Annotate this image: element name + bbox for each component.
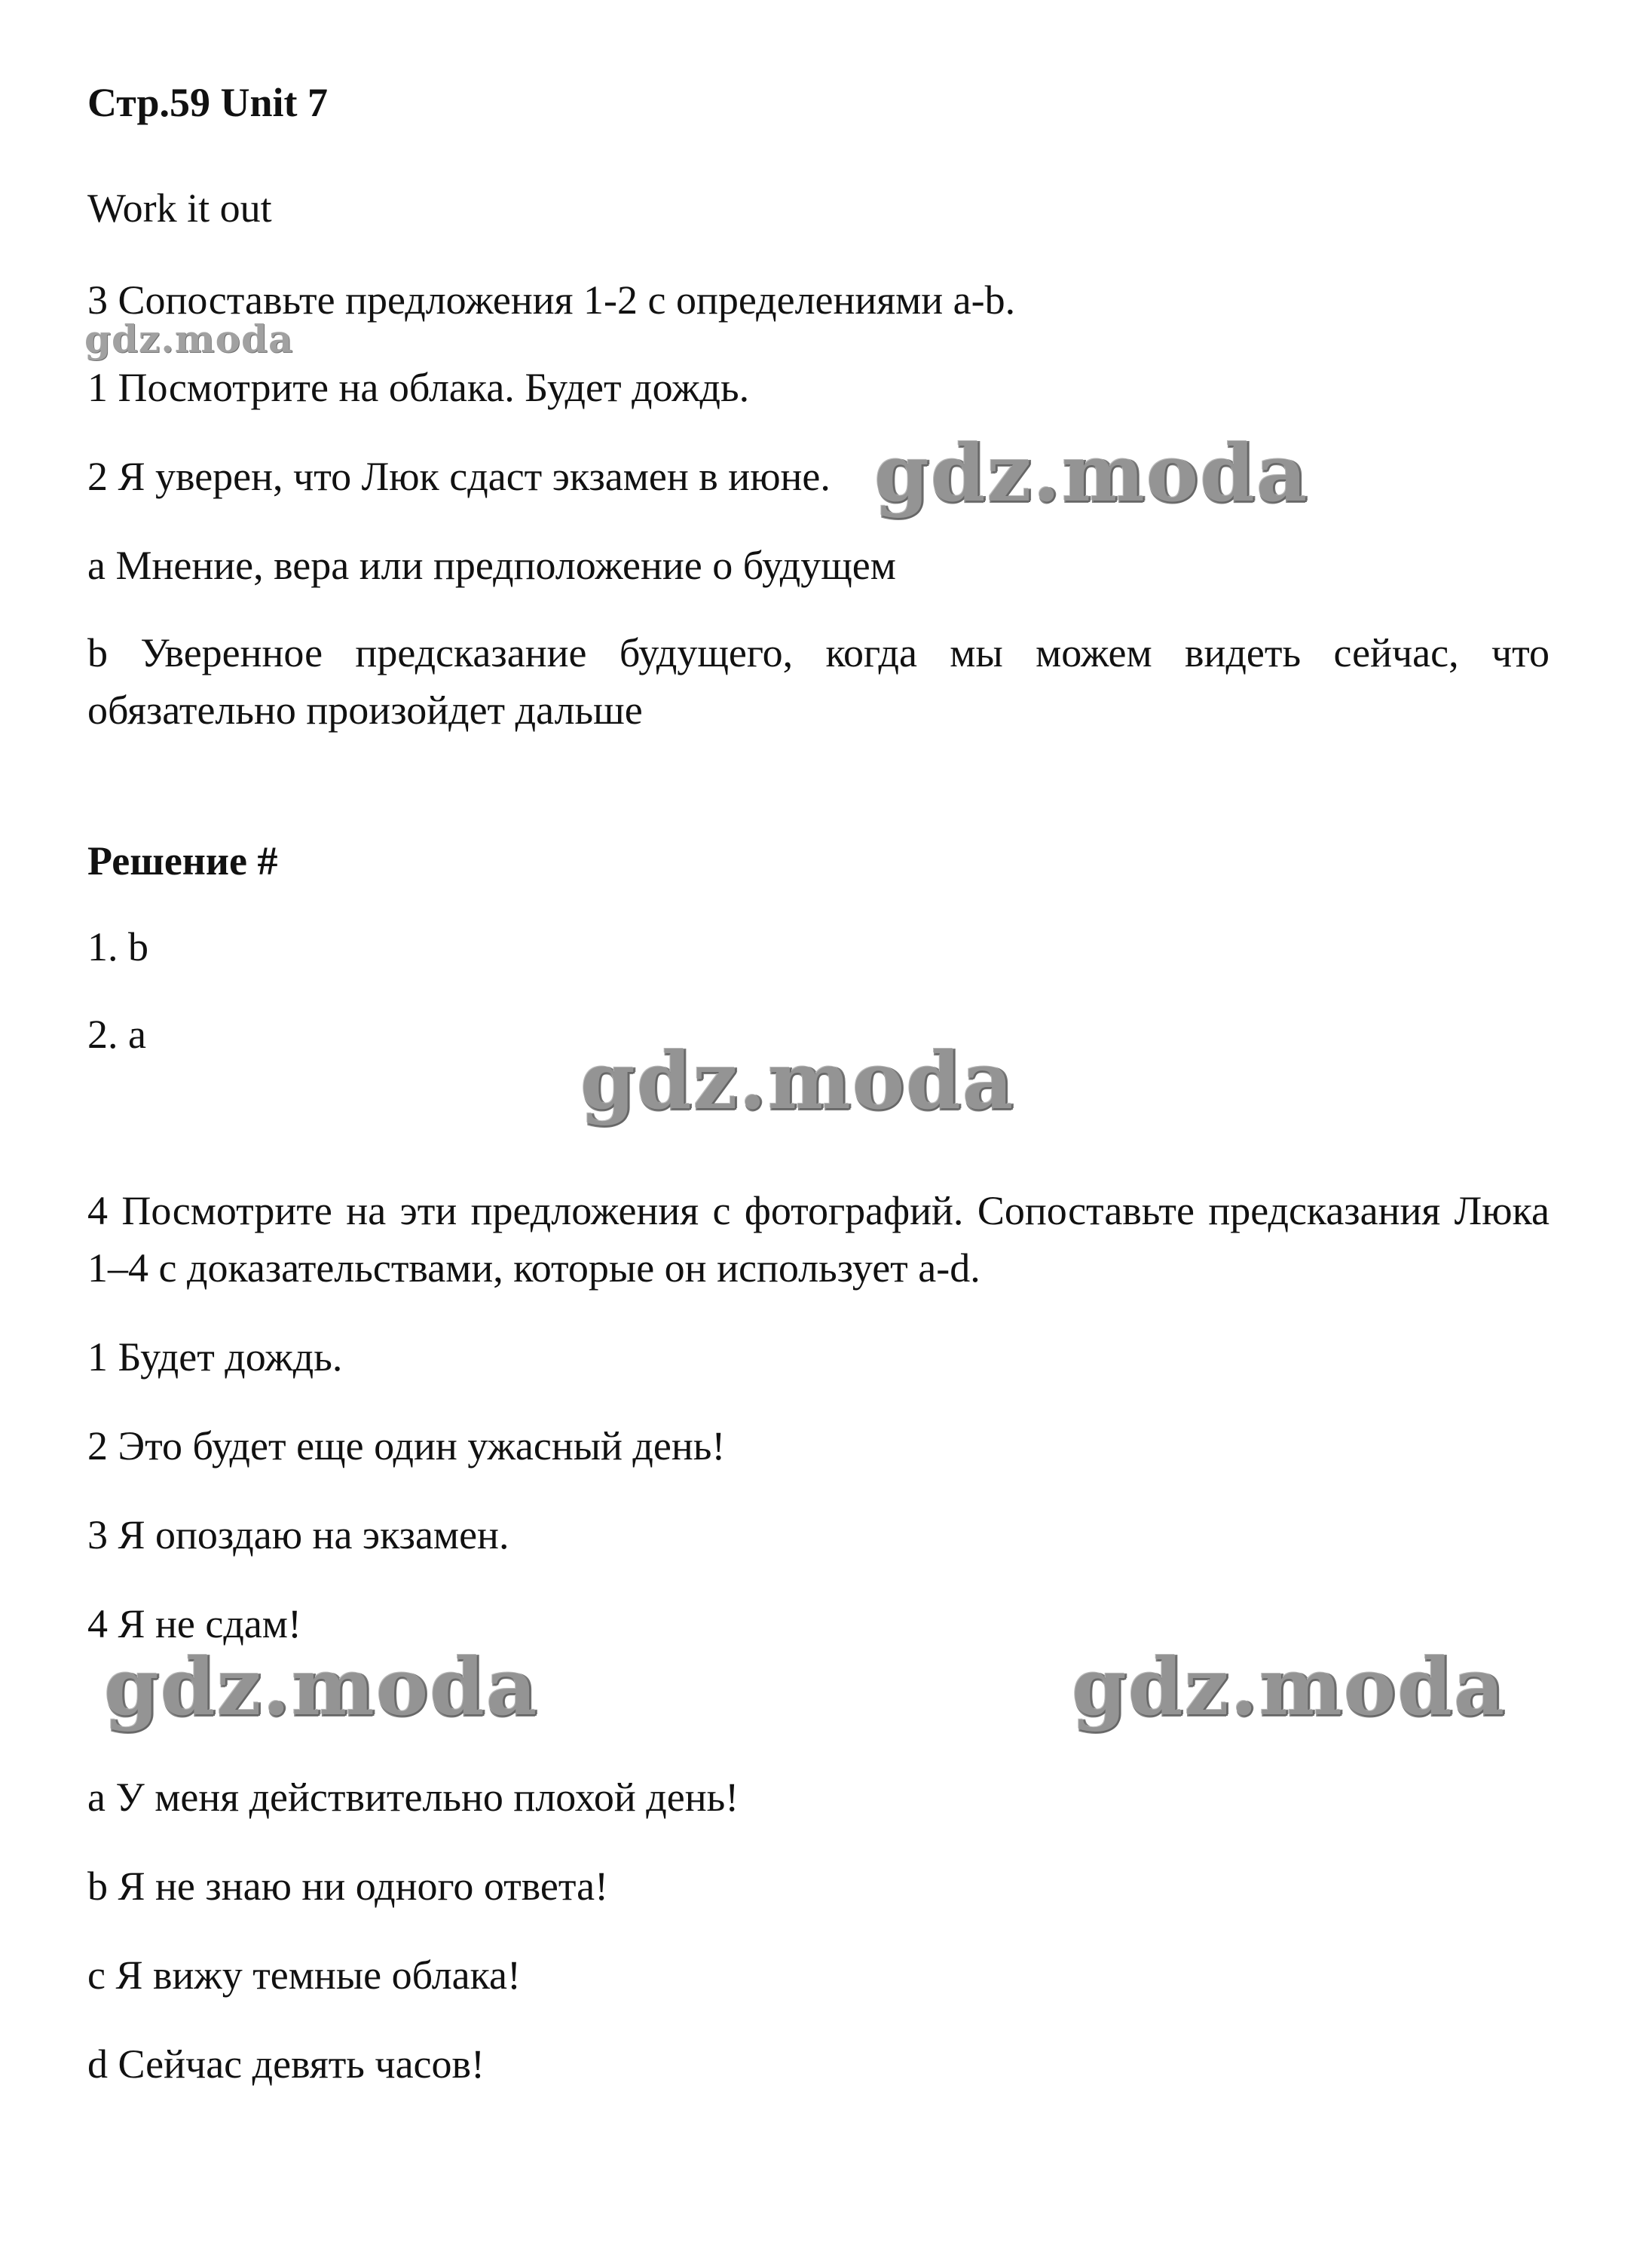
task3-sentence-1: 1 Посмотрите на облака. Будет дождь. <box>87 365 750 410</box>
task4-prediction-2: 2 Это будет еще один ужасный день! <box>87 1423 726 1468</box>
task4-evidence-a: a У меня действительно плохой день! <box>87 1775 739 1820</box>
watermark-logo: gdz.moda <box>1072 1640 1507 1733</box>
task4-evidence-d: d Сейчас девять часов! <box>87 2041 485 2087</box>
solution-heading: Решение # <box>87 838 278 884</box>
task4-evidence-c: c Я вижу темные облака! <box>87 1952 521 1998</box>
task3-prompt: 3 Сопоставьте предложения 1-2 с определениями a-b. <box>87 277 1016 323</box>
task4-prediction-3: 3 Я опоздаю на экзамен. <box>87 1512 509 1557</box>
task4-prediction-4: 4 Я не сдам! <box>87 1601 301 1646</box>
section-subtitle: Work it out <box>87 185 272 231</box>
task4-prompt: 4 Посмотрите на эти предложения с фотографий. Сопоставьте предсказания Люка 1–4 с доказательствами, которые он использует a-d. <box>87 1188 1550 1291</box>
task3-definition-a: a Мнение, вера или предположение о будущем <box>87 543 896 588</box>
watermark-logo: gdz.moda <box>874 427 1309 519</box>
page-title: Стр.59 Unit 7 <box>87 80 329 125</box>
solution-answer-2: 2. a <box>87 1012 146 1057</box>
watermark-logo: gdz.moda <box>104 1640 539 1733</box>
task4-evidence-b: b Я не знаю ни одного ответа! <box>87 1864 609 1909</box>
task3-definition-b: b Уверенное предсказание будущего, когда мы можем видеть сейчас, что обязательно произойдет дальше <box>87 630 1550 733</box>
solution-answer-1: 1. b <box>87 924 148 969</box>
task4-prediction-1: 1 Будет дождь. <box>87 1334 343 1380</box>
task3-sentence-2: 2 Я уверен, что Люк сдаст экзамен в июне. <box>87 454 831 499</box>
watermark-logo: gdz.moda <box>580 1034 1015 1127</box>
watermark-logo: gdz.moda <box>84 317 294 361</box>
